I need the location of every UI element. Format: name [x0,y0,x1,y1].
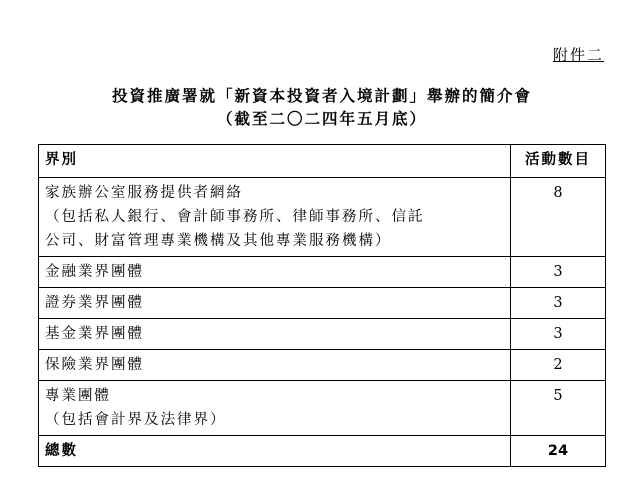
row-count: 8 [511,178,606,257]
row-count: 3 [511,288,606,319]
document-title: 投資推廣署就「新資本投資者入境計劃」舉辦的簡介會 [111,86,532,105]
annex-label: 附件二 [552,46,604,64]
table-row [39,381,606,436]
table-row [39,319,606,350]
row-count: 2 [511,350,606,381]
row-category: 保險業界團體 [39,350,511,381]
row-category: 金融業界團體 [39,257,511,288]
briefing-sessions-table [38,144,606,467]
row-category-note: 公司、財富管理專業機構及其他專業服務機構） [45,233,392,249]
row-category-label: 專業團體 [45,388,111,404]
row-category [39,178,511,257]
row-category-label: 家族辦公室服務提供者網絡 [45,185,243,201]
row-count: 5 [511,381,606,436]
row-category: 基金業界團體 [39,319,511,350]
row-category-note: （包括會計界及法律界） [45,412,227,428]
table-header-row [39,145,606,178]
header-category: 界別 [39,145,511,178]
table-total-row [39,436,606,467]
row-category-note: （包括私人銀行、會計師事務所、律師事務所、信託 [45,209,425,225]
table-row [39,350,606,381]
row-count: 3 [511,319,606,350]
total-label: 總數 [39,436,511,467]
table-row [39,288,606,319]
table-row [39,178,606,257]
row-category [39,381,511,436]
total-count: 24 [511,436,606,467]
document-subtitle: （截至二〇二四年五月底） [216,109,427,128]
table-row [39,257,606,288]
header-count: 活動數目 [511,145,606,178]
row-category: 證券業界團體 [39,288,511,319]
row-count: 3 [511,257,606,288]
